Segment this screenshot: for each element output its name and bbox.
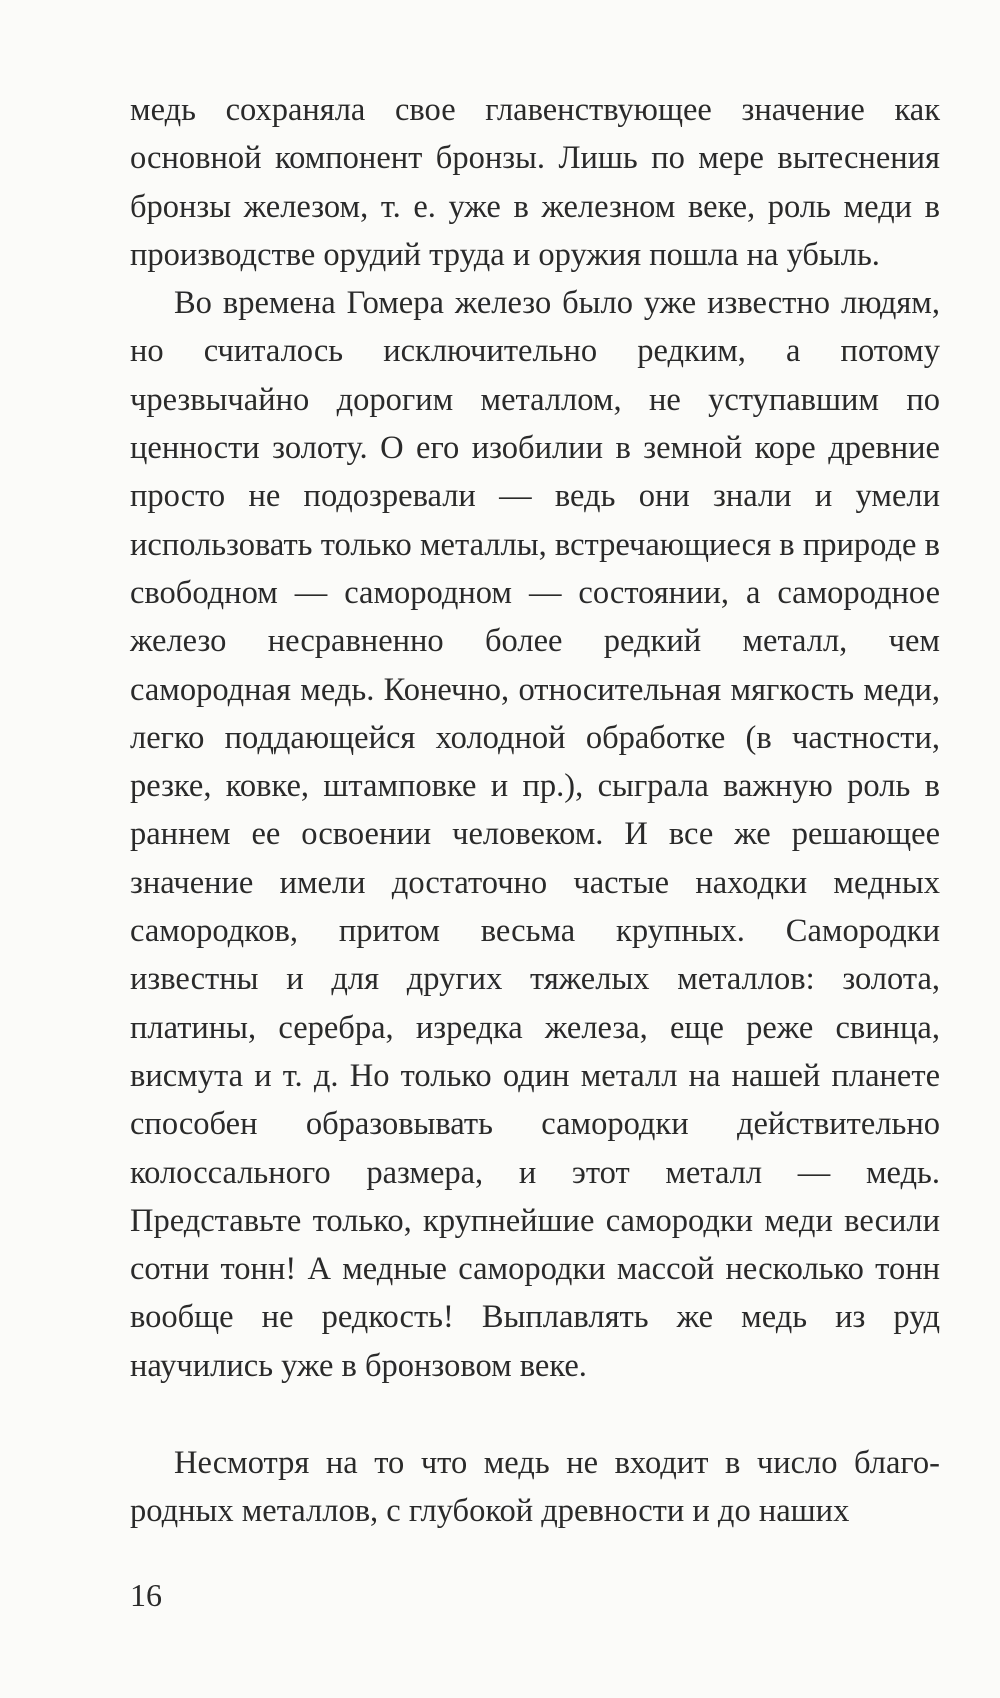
paragraph-continued: медь сохраняла свое главенствующее значение как основной компонент бронзы. Лишь по мере вытеснения бронзы железом, т. е. уже в железном веке, роль меди в производстве орудий труда и оружия пошла на убыль. bbox=[130, 92, 940, 273]
paragraph-homer: Во времена Гомера железо было уже известно людям, но считалось исключительно редким, а потому чрезвычайно дорогим металлом, не уступавшим по ценности золоту. О его изобилии в земной коре древние просто не подозревали — ведь они знали и умели использовать только металлы, встречающиеся в природе в свободном — самородном — состоянии, а самородное железо несравненно более редкий металл, чем самородная медь. Конечно, относительная мягкость меди, легко поддающейся холодной обработке (в частности, резке, ковке, штамповке и пр.), сыграла важную роль в раннем ее освоении человеком. И все же решающее значение имели достаточно частые находки медных самородков, притом весьма крупных. Самородки известны и для других тяжелых металлов: золота, платины, серебра, изредка железа, еще реже свинца, висмута и т. д. Но только один металл на нашей планете способен образовывать самородки действительно колоссального размера, и этот металл — медь. Представьте только, крупнейшие самородки меди весили сотни тонн! А медные самородки массой несколько тонн вообще не редкость! Выплавлять же медь из руд научились уже в бронзовом веке. bbox=[130, 285, 940, 1384]
next-section-text bbox=[130, 1439, 940, 1536]
paragraph-noble-metals: Несмотря на то что медь не входит в число благородных металлов, с глубокой древности и до наших bbox=[130, 1445, 940, 1530]
main-text bbox=[130, 86, 940, 1390]
page-number: 16 bbox=[130, 1577, 162, 1613]
